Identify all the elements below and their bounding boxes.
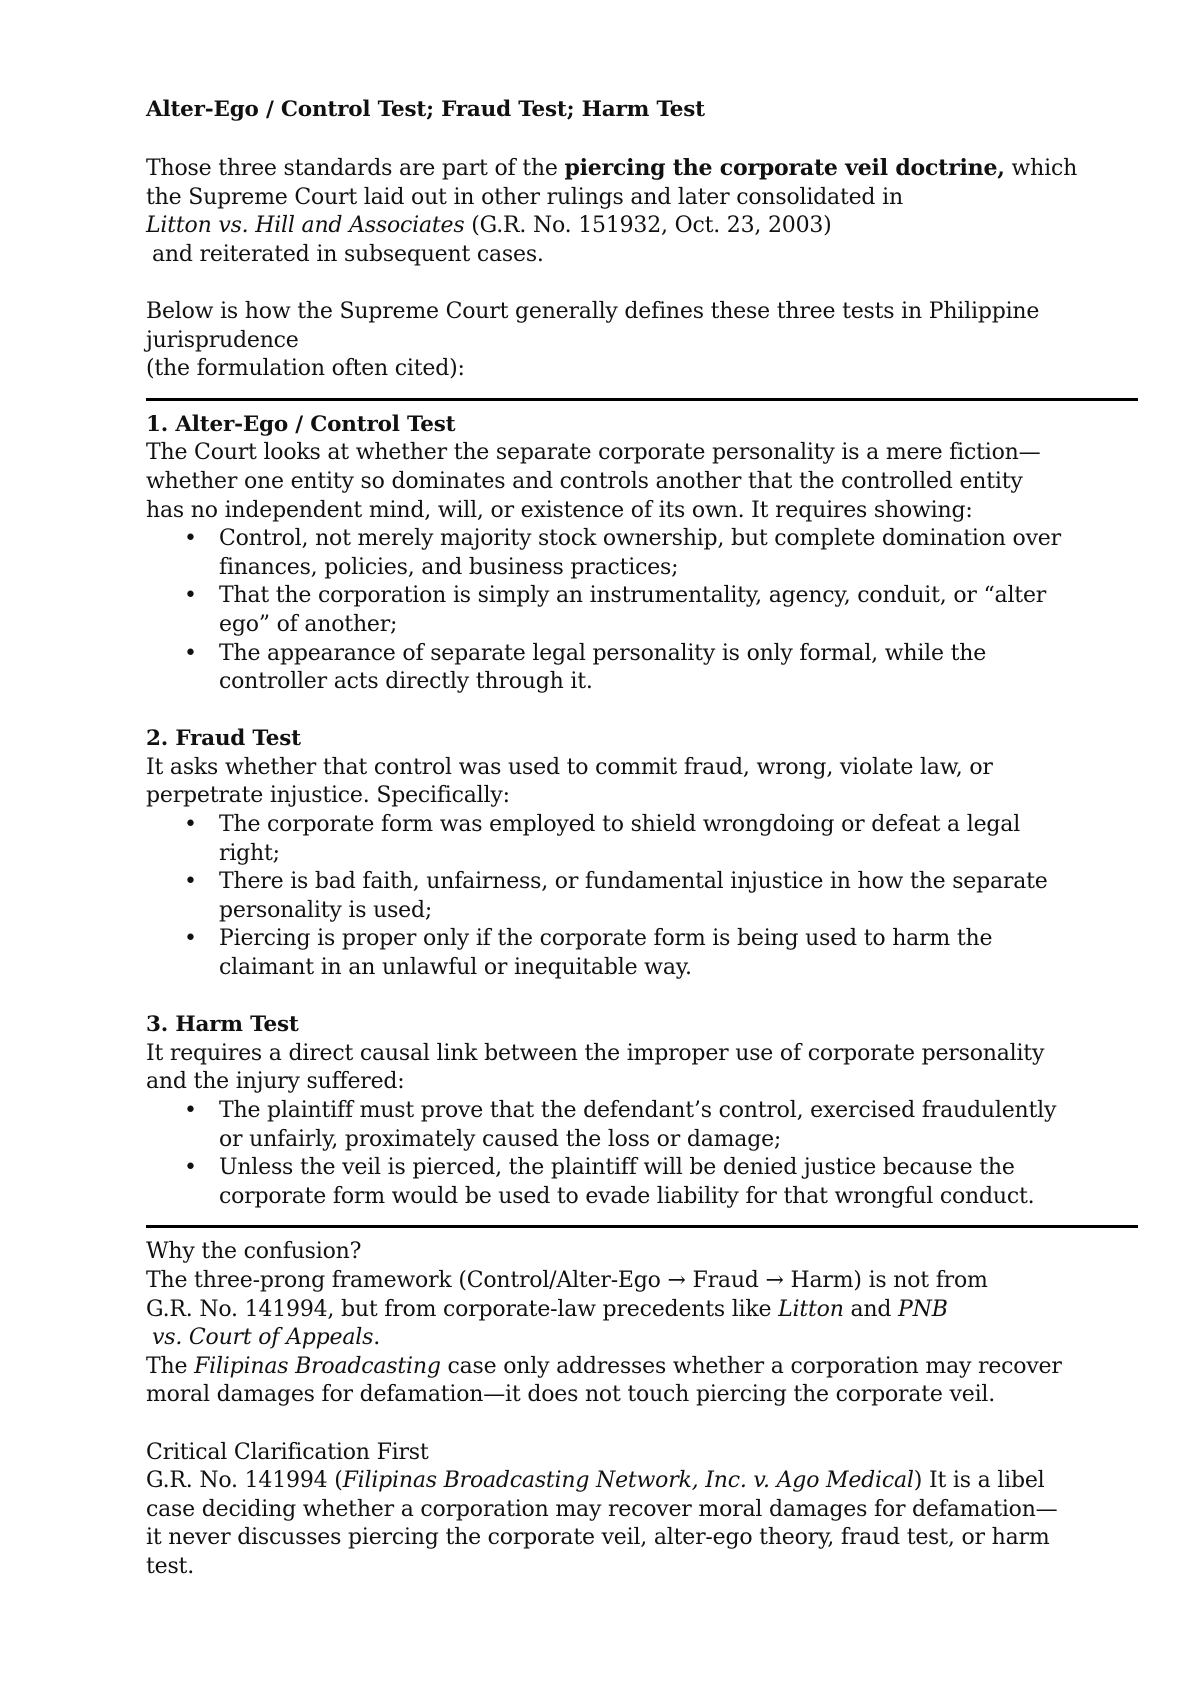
bullet-icon: •	[184, 812, 197, 838]
clarification-heading: Critical Clarification First	[146, 1439, 429, 1465]
confusion-paragraph: Why the confusion? The three-prong framework (Control/Alter-Ego → Fraud → Harm) is not from G.R. No. 141994, but from corporate-law precedents like Litton and PNB vs. Court of Appeals. The Filipinas Broadcasting case only addresses whether a corporation may recover moral damages for defamation—it does not touch piercing the corporate veil.	[146, 1238, 1138, 1410]
section-alter-ego-test	[146, 411, 1138, 697]
case-name: Litton	[778, 1296, 844, 1322]
section-text: The Court looks at whether the separate corporate personality is a mere fiction—	[146, 440, 1041, 466]
list-item: • Unless the veil is pierced, the plaintiff will be denied justice because the corporate form would be used to evade liability for that wrongful conduct.	[184, 1155, 1035, 1209]
section-text: and the injury suffered:	[146, 1069, 405, 1095]
confusion-heading: Why the confusion?	[146, 1239, 362, 1265]
clarification-text: test.	[146, 1553, 194, 1579]
section-heading: 1. Alter-Ego / Control Test	[146, 411, 456, 437]
section-text: has no independent mind, will, or existence of its own. It requires showing:	[146, 497, 973, 523]
doctrine-name: piercing the corporate veil doctrine,	[564, 155, 1005, 181]
section-text: whether one entity so dominates and controls another that the controlled entity	[146, 468, 1023, 494]
list-item: • Control, not merely majority stock ownership, but complete domination over finances, policies, and business practices;	[184, 526, 1061, 580]
list-item: • That the corporation is simply an instrumentality, agency, conduit, or “alter ego” of another;	[184, 583, 1047, 637]
section-heading: 2. Fraud Test	[146, 726, 301, 752]
confusion-text: moral damages for defamation—it does not touch piercing the corporate veil.	[146, 1382, 996, 1408]
section-heading: 3. Harm Test	[146, 1012, 299, 1038]
section-harm-test	[146, 1011, 1138, 1211]
bullet-icon: •	[184, 869, 197, 895]
section-text: It asks whether that control was used to commit fraud, wrong, violate law, or	[146, 754, 993, 780]
intro-text: Those three standards are part of the	[146, 156, 565, 181]
list-item: • The plaintiff must prove that the defendant’s control, exercised fraudulently or unfairly, proximately caused the loss or damage;	[184, 1098, 1057, 1152]
section-text: perpetrate injustice. Specifically:	[146, 783, 510, 809]
case-citation: (G.R. No. 151932, Oct. 23, 2003)	[464, 213, 832, 239]
intro-text: Below is how the Supreme Court generally defines these three tests in Philippine	[146, 298, 1040, 324]
confusion-text: The three-prong framework (Control/Alter-Ego → Fraud → Harm) is not from	[146, 1267, 988, 1293]
section-text: It requires a direct causal link between the improper use of corporate personality	[146, 1040, 1045, 1066]
intro-paragraph-2	[146, 298, 1138, 384]
intro-text: the Supreme Court laid out in other rulings and later consolidated in	[146, 184, 903, 210]
intro-text: (the formulation often cited):	[146, 356, 465, 382]
clarification-paragraph: Critical Clarification First G.R. No. 141994 (Filipinas Broadcasting Network, Inc. v. Ago Medical) It is a libel case deciding whether a corporation may recover moral damages for defamation— it never discusses piercing the corporate veil, alter-ego theory, fraud test, or harm test.	[146, 1439, 1138, 1582]
intro-text: and reiterated in subsequent cases.	[152, 241, 544, 267]
list-item: • Piercing is proper only if the corporate form is being used to harm the claimant in an unlawful or inequitable way.	[184, 926, 993, 981]
intro-text: which	[1004, 156, 1078, 181]
bullet-icon: •	[184, 1155, 197, 1181]
clarification-text: it never discusses piercing the corporate veil, alter-ego theory, fraud test, or harm	[146, 1525, 1050, 1551]
document-title: Alter-Ego / Control Test; Fraud Test; Harm Test	[146, 97, 705, 122]
horizontal-rule	[146, 1225, 1138, 1228]
clarification-text: case deciding whether a corporation may recover moral damages for defamation—	[146, 1496, 1058, 1522]
bullet-list	[146, 1097, 1138, 1211]
document-page	[146, 96, 1138, 1582]
bullet-icon: •	[184, 640, 197, 666]
bullet-icon: •	[184, 1098, 197, 1123]
case-name: Litton vs. Hill and Associates	[146, 213, 465, 239]
bullet-list	[146, 525, 1138, 697]
bullet-icon: •	[184, 583, 197, 609]
list-item: • The corporate form was employed to shield wrongdoing or defeat a legal right;	[184, 812, 1021, 866]
intro-paragraph-1	[146, 154, 1138, 269]
case-name: Filipinas Broadcasting	[194, 1353, 441, 1379]
horizontal-rule	[146, 398, 1138, 401]
case-name: Filipinas Broadcasting Network, Inc. v. Ago Medical	[342, 1468, 914, 1494]
bullet-icon: •	[184, 526, 197, 552]
list-item: • The appearance of separate legal personality is only formal, while the controller acts directly through it.	[184, 640, 987, 695]
bullet-icon: •	[184, 926, 197, 952]
case-name: PNB	[898, 1296, 948, 1322]
section-fraud-test	[146, 725, 1138, 982]
list-item: • There is bad faith, unfairness, or fundamental injustice in how the separate personality is used;	[184, 869, 1048, 923]
bullet-list	[146, 811, 1138, 983]
case-name: vs. Court of Appeals	[152, 1325, 374, 1351]
intro-text: jurisprudence	[146, 327, 299, 353]
